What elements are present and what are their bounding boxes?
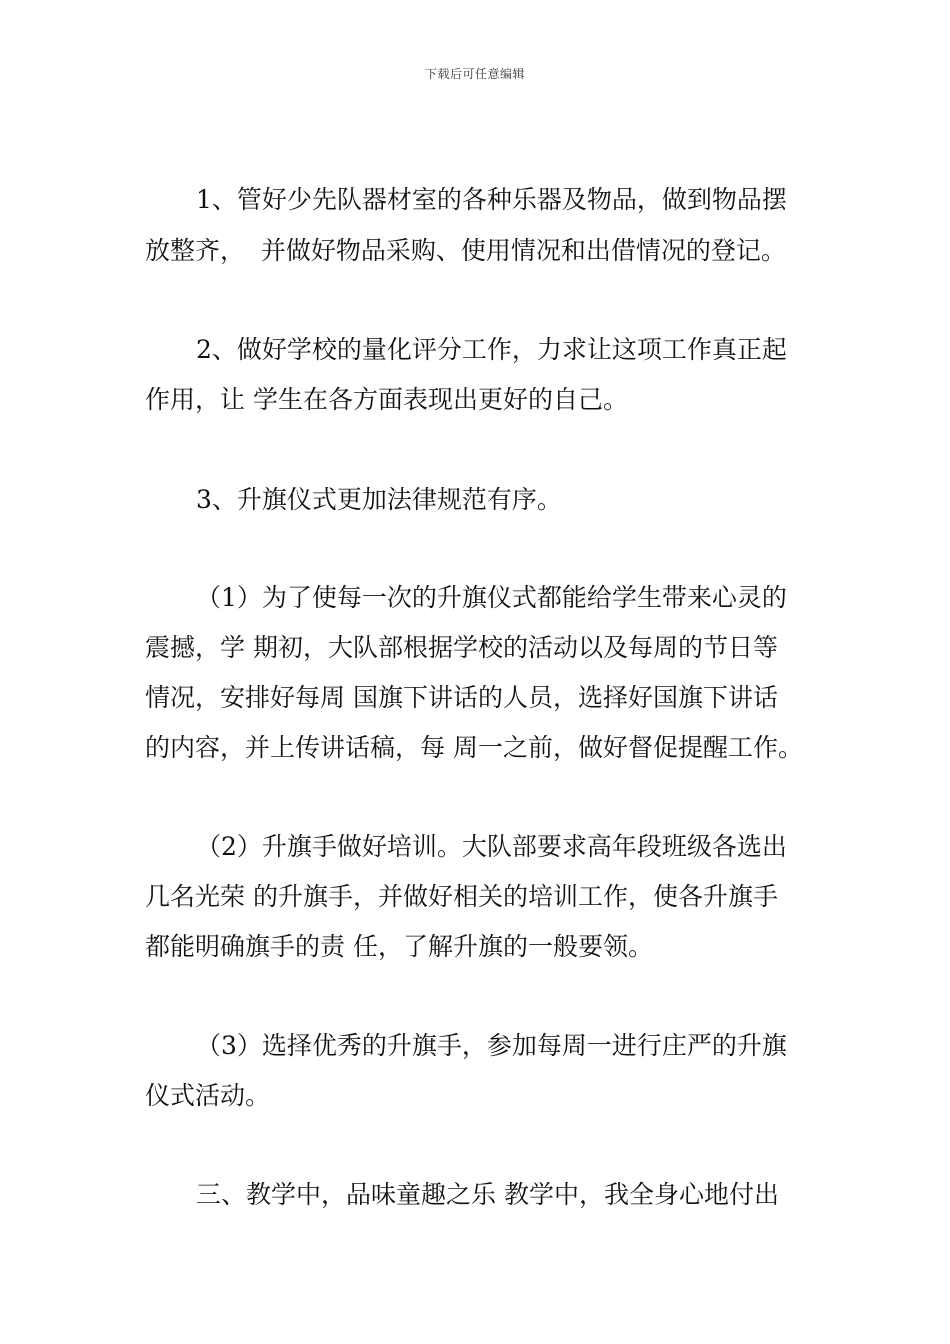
paragraph-5-line-2 xyxy=(0,879,950,915)
line-text: 作用，让 学生在各方面表现出更好的自己。 xyxy=(145,385,628,414)
page-header: 下载后可任意编辑 xyxy=(424,67,525,81)
paragraph-6-line-1 xyxy=(0,1028,950,1064)
paragraph-5-line-3 xyxy=(0,929,950,965)
paragraph-4-line-2 xyxy=(0,630,950,666)
paragraph-4-line-3 xyxy=(0,680,950,716)
paragraph-5-line-1 xyxy=(0,829,950,865)
line-text: （2）升旗手做好培训。大队部要求高年段班级各选出 xyxy=(196,832,787,861)
paragraph-2-line-1 xyxy=(0,332,950,368)
line-text: 放整齐， 并做好物品采购、使用情况和出借情况的登记。 xyxy=(145,236,786,265)
paragraph-1-line-1 xyxy=(0,182,950,218)
line-text: （1）为了使每一次的升旗仪式都能给学生带来心灵的 xyxy=(196,583,787,612)
paragraph-7-line-1 xyxy=(0,1177,950,1213)
line-text: 1、管好少先队器材室的各种乐器及物品，做到物品摆 xyxy=(196,185,787,214)
line-text: 3、升旗仪式更加法律规范有序。 xyxy=(196,485,562,514)
line-text: （3）选择优秀的升旗手，参加每周一进行庄严的升旗 xyxy=(196,1031,787,1060)
paragraph-4-line-1 xyxy=(0,580,950,616)
paragraph-2-line-2 xyxy=(0,382,950,418)
paragraph-3-line-1 xyxy=(0,482,950,518)
line-text: 仪式活动。 xyxy=(145,1081,271,1110)
line-text: 三、教学中，品味童趣之乐 教学中，我全身心地付出 xyxy=(196,1180,779,1209)
paragraph-6-line-2 xyxy=(0,1078,950,1114)
line-text: 都能明确旗手的责 任，了解升旗的一般要领。 xyxy=(145,932,653,961)
paragraph-1-line-2 xyxy=(0,233,950,269)
line-text: 的内容，并上传讲话稿，每 周一之前，做好督促提醒工作。 xyxy=(145,733,803,762)
paragraph-4-line-4 xyxy=(0,730,950,766)
line-text: 2、做好学校的量化评分工作，力求让这项工作真正起 xyxy=(196,335,787,364)
line-text: 震撼，学 期初，大队部根据学校的活动以及每周的节日等 xyxy=(145,633,778,662)
line-text: 情况，安排好每周 国旗下讲话的人员，选择好国旗下讲话 xyxy=(145,683,778,712)
line-text: 几名光荣 的升旗手，并做好相关的培训工作，使各升旗手 xyxy=(145,882,778,911)
